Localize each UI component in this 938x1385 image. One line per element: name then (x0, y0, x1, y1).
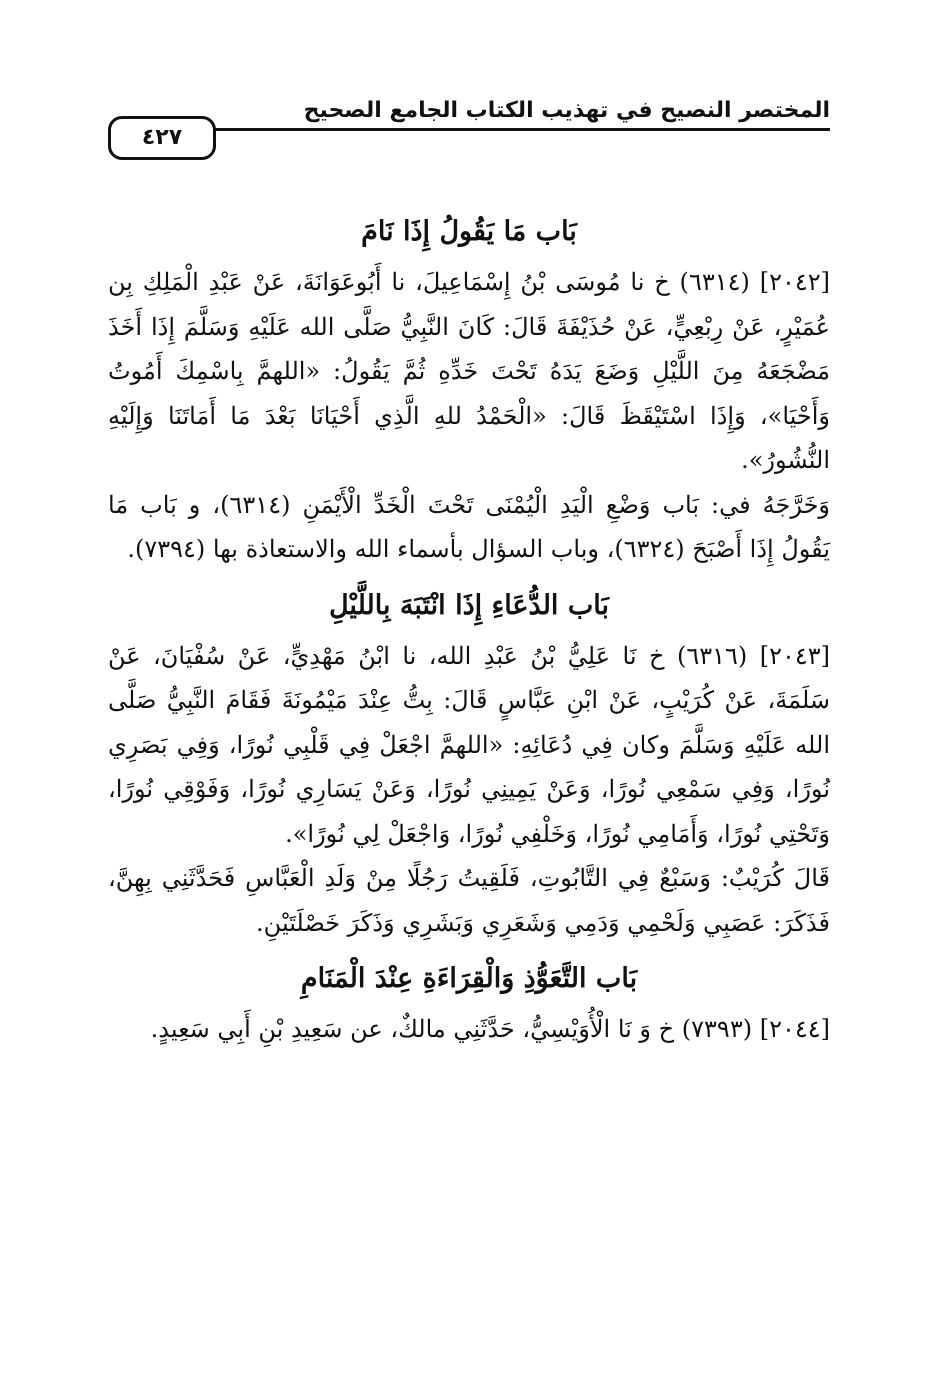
chapter-heading: بَاب مَا يَقُولُ إِذَا نَامَ (361, 216, 577, 247)
page-number: ٤٢٧ (108, 116, 216, 160)
hadith-paragraph: [٢٠٤٣] (٦٣١٦) خ نَا عَلِيُّ بْنُ عَبْدِ الله، نا ابْنُ مَهْدِيٍّ، عَنْ سُفْيَانَ، عَنْ سَلَمَةَ، عَنْ كُرَيْبٍ، عَنْ ابْنِ عَبَّاسٍ قَالَ: بِتُّ عِنْدَ مَيْمُونَةَ فَقَامَ النَّبِيُّ صَلَّى الله عَلَيْهِ وَسَلَّمَ وكان فِي دُعَائِهِ: «اللهمَّ اجْعَلْ فِي قَلْبِي نُورًا، وَفِي بَصَرِي نُورًا، وَفِي سَمْعِي نُورًا، وَعَنْ يَمِينِي نُورًا، وَعَنْ يَسَارِي نُورًا، وَفَوْقِي نُورًا، وَتَحْتِي نُورًا، وَأَمَامِي نُورًا، وَخَلْفِي نُورًا، وَاجْعَلْ لِي نُورًا». (108, 641, 830, 848)
page-body (108, 214, 830, 1052)
commentary-paragraph: قَالَ كُرَيْبٌ: وَسَبْعٌ فِي التَّابُوتِ، فَلَقِيتُ رَجُلًا مِنْ وَلَدِ الْعَبَّاسِ فَحَدَّثَنِي بِهِنَّ، فَذَكَرَ: عَصَبِي وَلَحْمِي وَدَمِي وَشَعَرِي وَبَشَرِي وَذَكَرَ خَصْلَتَيْنِ. (108, 864, 830, 937)
chapter-heading: بَاب الدُّعَاءِ إِذَا انْتَبَهَ بِاللَّيْلِ (328, 589, 609, 621)
hadith-paragraph: [٢٠٤٢] (٦٣١٤) خ نا مُوسَى بْنُ إِسْمَاعِيلَ، نا أَبُوعَوَانَةَ، عَنْ عَبْدِ الْمَلِكِ بِن عُمَيْرٍ، عَنْ رِبْعِيٍّ، عَنْ حُذَيْفَةَ قَالَ: كَانَ النَّبِيُّ صَلَّى الله عَلَيْهِ وَسَلَّمَ إِذَا أَخَذَ مَضْجَعَهُ مِنَ اللَّيْلِ وَضَعَ يَدَهُ تَحْتَ خَدِّهِ ثُمَّ يَقُولُ: «اللهمَّ بِاسْمِكَ أَمُوتُ وَأَحْيَا»، وَإِذَا اسْتَيْقَظَ قَالَ: «الْحَمْدُ للهِ الَّذِي أَحْيَانَا بَعْدَ مَا أَمَاتَنَا وَإِلَيْهِ النُّشُورُ». (108, 268, 830, 474)
running-head-title: المختصر النصيح في تهذيب الكتاب الجامع الصحيح (303, 98, 830, 123)
chapter-heading: بَاب التَّعَوُّذِ وَالْقِرَاءَةِ عِنْدَ الْمَنَامِ (300, 963, 638, 994)
hadith-paragraph: [٢٠٤٤] (٧٣٩٣) خ وَ نَا الْأُوَيْسِيُّ، حَدَّثَنِي مالكٌ، عن سَعِيدِ بْنِ أَبِي سَعِيدٍ. (150, 1015, 830, 1043)
cross-reference-paragraph: وَخَرَّجَهُ في: بَاب وَضْعِ الْيَدِ الْيُمْنَى تَحْتَ الْخَدِّ الْأَيْمَنِ (٦٣١٤)، و بَاب مَا يَقُولُ إِذَا أَصْبَحَ (٦٣٢٤)، وباب السؤال بأسماء الله والاستعاذة بها (٧٣٩٤). (108, 490, 831, 563)
header-rule (188, 128, 830, 131)
